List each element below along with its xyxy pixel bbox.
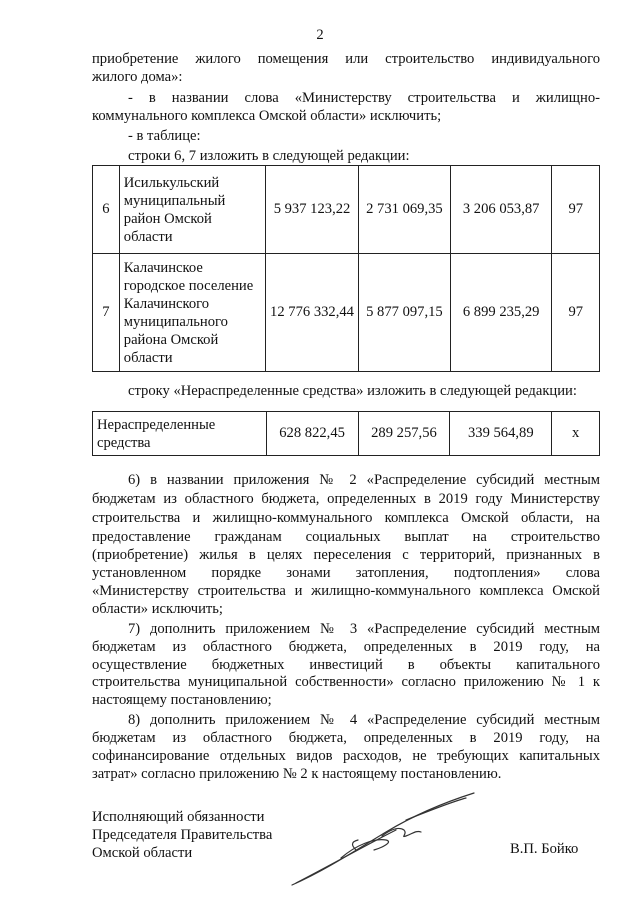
paragraph-line: жилого дома»: [92, 69, 183, 85]
cell-value: x [552, 412, 600, 456]
cell-value: 6 899 235,29 [450, 254, 552, 372]
name-line: области [123, 349, 173, 366]
name-line: средства [97, 434, 151, 451]
paragraph-line: настоящему постановлению; [92, 692, 272, 708]
paragraph-line: строки 6, 7 изложить в следующей редакции: [128, 148, 410, 164]
cell-value: 628 822,45 [266, 412, 358, 456]
paragraph-line: осуществление бюджетных инвестиций в объекты капитального [92, 657, 600, 673]
cell-value: 289 257,56 [358, 412, 450, 456]
paragraph-line: софинансирование отдельных видов расходов, не требующих капитальных [92, 748, 600, 764]
name-line: муниципальный [123, 192, 226, 209]
page-number: 2 [316, 27, 324, 43]
paragraph-line: 7) дополнить приложением № 3 «Распределение субсидий местным [128, 621, 600, 637]
signatory-name: В.П. Бойко [510, 841, 579, 857]
name-line: Исилькульский [123, 174, 220, 191]
paragraph-line: строку «Нераспределенные средства» изложить в следующей редакции: [128, 383, 577, 399]
cell-value: 97 [552, 166, 600, 254]
row-number: 7 [93, 254, 120, 372]
cell-value: 5 937 123,22 [266, 166, 359, 254]
paragraph-line: 8) дополнить приложением № 4 «Распределение субсидий местным [128, 712, 600, 728]
handwritten-signature [286, 790, 486, 890]
signatory-title: Исполняющий обязанности [92, 809, 265, 825]
paragraph-line: коммунального комплекса Омской области» исключить; [92, 108, 442, 124]
name-line: области [123, 228, 173, 245]
paragraph-line: бюджетам из областного бюджета, определенных в 2019 году, на [92, 639, 600, 655]
name-line: городское поселение [123, 277, 254, 294]
signatory-title: Председателя Правительства [92, 827, 273, 843]
table-row [93, 166, 600, 254]
cell-value: 5 877 097,15 [358, 254, 450, 372]
paragraph-line: - в названии слова «Министерству строительства и жилищно- [128, 90, 600, 106]
paragraph-line: затрат» согласно приложению № 2 к настоящему постановлению. [92, 766, 502, 782]
paragraph-line: строительства муниципальной собственности» согласно приложению № 1 к [92, 674, 600, 690]
row-number: 6 [93, 166, 120, 254]
paragraph-line: 6) в названии приложения № 2 «Распределение субсидий местным [128, 472, 600, 488]
cell-value: 339 564,89 [450, 412, 552, 456]
name-line: Калачинского [123, 295, 210, 312]
paragraph-line: бюджетам из областного бюджета, определенных в 2019 году, на [92, 730, 600, 746]
name-line: муниципального [123, 313, 228, 330]
name-line: Калачинское [123, 259, 203, 276]
paragraph-line: «Министерству строительства и жилищно-коммунального комплекса Омской [92, 583, 600, 599]
cell-value: 2 731 069,35 [358, 166, 450, 254]
table-undistributed [92, 411, 600, 456]
cell-value: 12 776 332,44 [266, 254, 359, 372]
name-line: Нераспределенные [97, 416, 216, 433]
signatory-title: Омской области [92, 845, 193, 861]
cell-value: 97 [552, 254, 600, 372]
paragraph-line: области» исключить; [92, 601, 223, 617]
row-name [119, 254, 265, 372]
row-name [119, 166, 265, 254]
paragraph-line: строительства и жилищно-коммунального комплекса Омской области, на [92, 510, 600, 526]
paragraph-line: предоставление гражданам социальных выплат на строительство [92, 529, 600, 545]
row-name [93, 412, 267, 456]
paragraph-line: (приобретение) жилья в целях переселения с территорий, признанных в [92, 547, 600, 563]
table-rows-6-7 [92, 165, 600, 372]
table-row [93, 254, 600, 372]
paragraph-line: приобретение жилого помещения или строительство индивидуального [92, 51, 600, 67]
paragraph-line: установленном порядке зонами затопления, подтопления» слова [92, 565, 600, 581]
paragraph-line: бюджетам из областного бюджета, определенных в 2019 году Министерству [92, 491, 600, 507]
name-line: района Омской [123, 331, 219, 348]
name-line: район Омской [123, 210, 212, 227]
paragraph-line: - в таблице: [128, 128, 201, 144]
cell-value: 3 206 053,87 [450, 166, 552, 254]
table-row [93, 412, 600, 456]
